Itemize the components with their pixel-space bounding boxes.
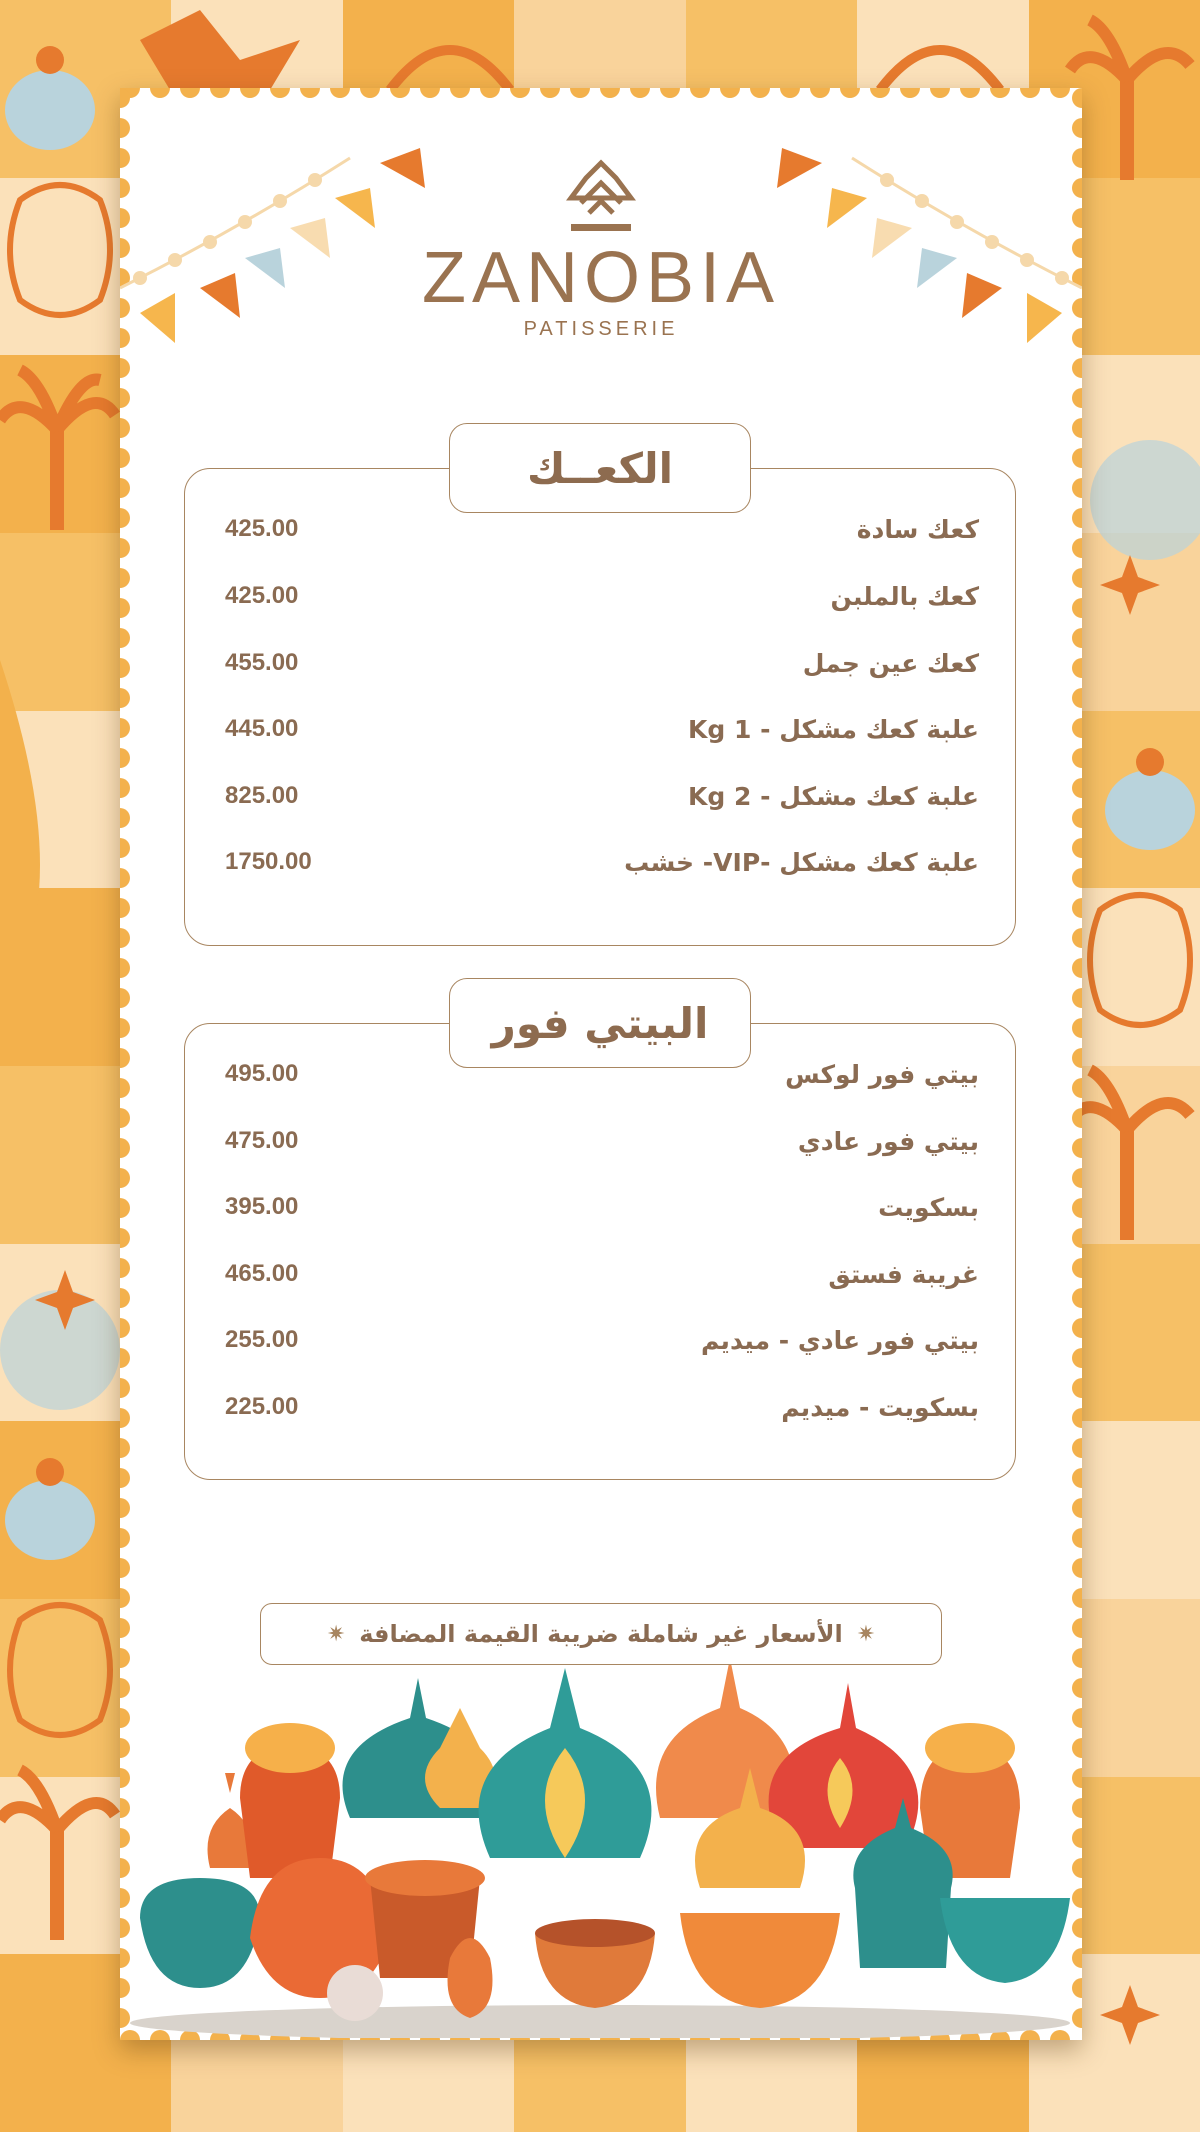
perforation-dot (120, 598, 130, 618)
palm-tree-icon (0, 370, 115, 530)
perforation-dot (120, 1498, 130, 1518)
perforation-dot (120, 1078, 130, 1098)
item-name: غريبة فستق (828, 1259, 979, 1289)
perforation-dot (120, 988, 130, 1008)
perforation-dot (1072, 778, 1082, 798)
perforation-dot (1072, 1408, 1082, 1428)
perforation-dot (120, 1468, 130, 1488)
perforation-dot (120, 1108, 130, 1128)
perforation-dot (120, 1288, 130, 1308)
item-price: 475.00 (225, 1127, 299, 1154)
item-price: 455.00 (225, 649, 299, 676)
section-title: البيتي فور (449, 978, 751, 1068)
perforation-dot (1072, 1018, 1082, 1038)
perforation-dot (1072, 508, 1082, 528)
perforation-dot (1072, 868, 1082, 888)
perforation-dot (1072, 1588, 1082, 1608)
item-name: كعك سادة (856, 514, 979, 544)
item-name: بيتي فور لوكس (785, 1059, 979, 1089)
perforation-dot (120, 1048, 130, 1068)
perforation-dot (1072, 928, 1082, 948)
palm-tree-icon (0, 1770, 115, 1940)
perforation-dot (120, 1168, 130, 1188)
item-name: علبة كعك مشكل - 2 Kg (688, 781, 979, 811)
perforation-dot (120, 1198, 130, 1218)
perforation-dot (120, 448, 130, 468)
bowl-icon (535, 1919, 655, 2008)
item-price: 495.00 (225, 1060, 299, 1087)
perforation-dot (120, 568, 130, 588)
palm-tree-icon (1070, 20, 1190, 180)
teapot-icon (5, 46, 95, 150)
perforation-dot (1072, 1378, 1082, 1398)
menu-row (185, 709, 1015, 749)
perforation-dot (120, 1408, 130, 1428)
palm-tree-icon (1070, 1070, 1190, 1240)
perforation-dot (1072, 1438, 1082, 1458)
menu-row (185, 1254, 1015, 1294)
item-name: بيتي فور عادي - ميديم (700, 1325, 979, 1355)
perforation-dot (1072, 838, 1082, 858)
item-price: 395.00 (225, 1193, 299, 1220)
perforation-dot (120, 688, 130, 708)
perforation-dot (120, 478, 130, 498)
perforation-dot (120, 1378, 130, 1398)
perforation-dot (1072, 448, 1082, 468)
perforation-dot (120, 1618, 130, 1638)
item-price: 465.00 (225, 1260, 299, 1287)
menu-row (185, 509, 1015, 549)
perforation-dot (120, 508, 130, 528)
star-icon: ✷ (856, 1621, 876, 1647)
item-name: علبة كعك مشكل -VIP- خشب (624, 847, 979, 877)
menu-row (185, 1054, 1015, 1094)
perforation-dot (1072, 748, 1082, 768)
perforation-dot (1072, 1228, 1082, 1248)
perforation-dot (1072, 658, 1082, 678)
star-icon: ✷ (326, 1621, 346, 1647)
perforation-dot (1072, 418, 1082, 438)
tax-note-text: الأسعار غير شاملة ضريبة القيمة المضافة (359, 1620, 843, 1648)
perforation-dot (1072, 808, 1082, 828)
item-name: بسكويت - ميديم (781, 1392, 979, 1422)
perforation-dot (1072, 1198, 1082, 1218)
section-kahk (184, 443, 1016, 946)
crown-icon (561, 158, 641, 238)
perforation-dot (1072, 1558, 1082, 1578)
vase-icon (479, 1668, 652, 1858)
perforation-dot (1072, 988, 1082, 1008)
perforation-dot (120, 898, 130, 918)
bowl-icon (940, 1898, 1070, 1983)
menu-row (185, 1121, 1015, 1161)
perforation-dot (1072, 1078, 1082, 1098)
perforation-dot (120, 538, 130, 558)
perforation-dot (1072, 1108, 1082, 1128)
teapot-icon (1105, 748, 1195, 850)
brand-subtitle: PATISSERIE (523, 318, 679, 340)
menu-row (185, 842, 1015, 882)
perforation-dot (1072, 478, 1082, 498)
menu-row (185, 1187, 1015, 1227)
perforation-dot (1072, 568, 1082, 588)
menu-row (185, 576, 1015, 616)
perforation-dot (1072, 898, 1082, 918)
perforation-dot (1072, 688, 1082, 708)
item-name: كعك بالملبن (830, 581, 979, 611)
perforation-dot (1072, 1348, 1082, 1368)
perforation-dot (120, 388, 130, 408)
perforation-dot (120, 1558, 130, 1578)
perforation-dot (120, 628, 130, 648)
perforation-dot (120, 1438, 130, 1458)
tax-note (260, 1603, 942, 1665)
menu-row (185, 1387, 1015, 1427)
perforation-dot (1072, 1528, 1082, 1548)
item-name: بسكويت (878, 1192, 979, 1222)
jar-icon (327, 1965, 383, 2021)
perforation-dot (1072, 1468, 1082, 1488)
perforation-dot (120, 928, 130, 948)
menu-row (185, 776, 1015, 816)
perforation-dot (120, 418, 130, 438)
item-price: 425.00 (225, 582, 299, 609)
perforation-dot (1072, 628, 1082, 648)
perforation-dot (1072, 1318, 1082, 1338)
perforation-dot (1072, 1258, 1082, 1278)
item-name: بيتي فور عادي (797, 1126, 979, 1156)
item-name: كعك عين جمل (802, 648, 979, 678)
perforation-dot (120, 748, 130, 768)
teapot-icon (5, 1458, 95, 1560)
bowl-icon (140, 1878, 260, 1988)
perforation-dot (120, 1528, 130, 1548)
perforation-dot (120, 838, 130, 858)
arch-icon (390, 50, 1000, 90)
perforation-dot (1072, 1498, 1082, 1518)
perforation-dot (120, 958, 130, 978)
perforation-dot (1072, 598, 1082, 618)
item-price: 255.00 (225, 1326, 299, 1353)
perforation-dot (120, 1318, 130, 1338)
perforation-dot (120, 1588, 130, 1608)
section-title: الكعــك (449, 423, 751, 513)
perforation-dot (1072, 1618, 1082, 1638)
item-price: 1750.00 (225, 848, 312, 875)
item-price: 445.00 (225, 715, 299, 742)
item-name: علبة كعك مشكل - 1 Kg (688, 714, 979, 744)
perforation-dot (1072, 1138, 1082, 1158)
perforation-dot (1072, 718, 1082, 738)
item-price: 825.00 (225, 782, 299, 809)
perforation-dot (1072, 1048, 1082, 1068)
perforation-dot (120, 1018, 130, 1038)
pottery-illustration (120, 1648, 1082, 2038)
perforation-dot (1072, 1288, 1082, 1308)
perforation-dot (120, 718, 130, 738)
vase-icon (769, 1683, 919, 1848)
perforation-dot (120, 778, 130, 798)
menu-card (120, 88, 1082, 2040)
perforation-dot (120, 1348, 130, 1368)
item-price: 225.00 (225, 1393, 299, 1420)
perforation-dot (120, 658, 130, 678)
menu-row (185, 1320, 1015, 1360)
perforation-dot (1072, 1168, 1082, 1188)
perforation-dot (1072, 538, 1082, 558)
perforation-dot (1072, 388, 1082, 408)
perforation-dot (120, 1228, 130, 1248)
perforation-dot (120, 1258, 130, 1278)
brand-name: ZANOBIA (421, 238, 781, 318)
bowl-icon (680, 1913, 840, 2008)
menu-row (185, 643, 1015, 683)
perforation-dot (120, 808, 130, 828)
brand-logo (120, 158, 1082, 341)
section-petit-four (184, 998, 1016, 1480)
vase-icon (240, 1723, 340, 1878)
perforation-dot (120, 1138, 130, 1158)
item-price: 425.00 (225, 515, 299, 542)
perforation-dot (1072, 958, 1082, 978)
sun-burst-icon (140, 10, 300, 90)
perforation-dot (120, 868, 130, 888)
